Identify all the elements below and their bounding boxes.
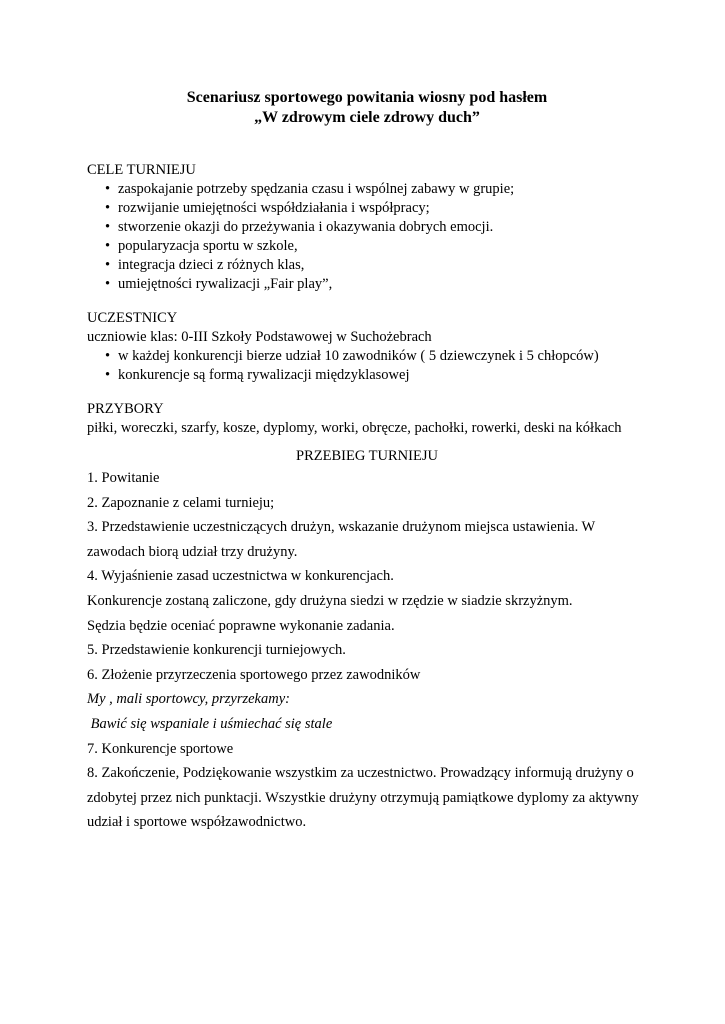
bullet-icon: • — [105, 181, 111, 197]
bullet-icon: • — [105, 276, 111, 292]
list-item: • konkurencje są formą rywalizacji międzyklasowej — [105, 367, 410, 383]
bullet-icon: • — [105, 257, 111, 273]
document-page — [87, 88, 647, 835]
step-line: 8. Zakończenie, Podziękowanie wszystkim za uczestnictwo. Prowadzący informują drużyny o zdobytej przez nich punktacji. Wszystkie drużyny otrzymują pamiątkowe dyplomy za aktywny udział i sportowe współzawodnictwo. — [87, 765, 639, 831]
uczestnicy-list — [87, 347, 647, 385]
list-item: • umiejętności rywalizacji „Fair play”, — [105, 276, 333, 292]
step-line: 4. Wyjaśnienie zasad uczestnictwa w konkurencjach. — [87, 568, 394, 585]
step-line: 7. Konkurencje sportowe — [87, 740, 234, 757]
document-title-line-2: „W zdrowym ciele zdrowy duch” — [254, 109, 480, 126]
step-line: 2. Zapoznanie z celami turnieju; — [87, 494, 275, 511]
list-item: • w każdej konkurencji bierze udział 10 zawodników ( 5 dziewczynek i 5 chłopców) — [105, 348, 599, 364]
cele-section — [87, 161, 647, 294]
bullet-icon: • — [105, 348, 111, 364]
cele-list — [87, 180, 647, 294]
oath-line: My , mali sportowcy, przyrzekamy: — [87, 691, 290, 708]
list-item: • stworzenie okazji do przeżywania i okazywania dobrych emocji. — [105, 219, 494, 235]
step-line: 1. Powitanie — [87, 470, 160, 486]
bullet-icon: • — [105, 200, 111, 216]
przebieg-heading: PRZEBIEG TURNIEJU — [296, 448, 438, 464]
step-line: Konkurencje zostaną zaliczone, gdy drużyna siedzi w rzędzie w siadzie skrzyżnym. — [87, 592, 573, 609]
step-line: 6. Złożenie przyrzeczenia sportowego przez zawodników — [87, 666, 421, 683]
uczestnicy-intro: uczniowie klas: 0-III Szkoły Podstawowej w Suchożebrach — [87, 329, 432, 345]
bullet-icon: • — [105, 219, 111, 235]
step-line: 3. Przedstawienie uczestniczących drużyn, wskazanie drużynom miejsca ustawienia. W zawodach biorą udział trzy drużyny. — [87, 519, 595, 560]
przebieg-section — [87, 447, 647, 835]
oath-line: Bawić się wspaniale i uśmiechać się stale — [87, 715, 333, 732]
bullet-icon: • — [105, 367, 111, 383]
list-item: • zaspokajanie potrzeby spędzania czasu i wspólnej zabawy w grupie; — [105, 181, 515, 197]
list-item: • integracja dzieci z różnych klas, — [105, 257, 305, 273]
przybory-section — [87, 400, 647, 438]
step-line: 5. Przedstawienie konkurencji turniejowych. — [87, 642, 346, 659]
list-item: • popularyzacja sportu w szkole, — [105, 238, 298, 254]
document-title-line-1: Scenariusz sportowego powitania wiosny pod hasłem — [186, 89, 548, 106]
przybory-text: piłki, woreczki, szarfy, kosze, dyplomy, worki, obręcze, pachołki, rowerki, deski na kółkach — [87, 420, 622, 436]
przebieg-steps — [87, 466, 647, 835]
cele-heading: CELE TURNIEJU — [87, 162, 196, 178]
przybory-heading: PRZYBORY — [87, 401, 164, 417]
uczestnicy-heading: UCZESTNICY — [87, 310, 178, 326]
list-item: • rozwijanie umiejętności współdziałania i współpracy; — [105, 200, 430, 216]
bullet-icon: • — [105, 238, 111, 254]
step-line: Sędzia będzie oceniać poprawne wykonanie zadania. — [87, 617, 395, 634]
uczestnicy-section — [87, 309, 647, 385]
